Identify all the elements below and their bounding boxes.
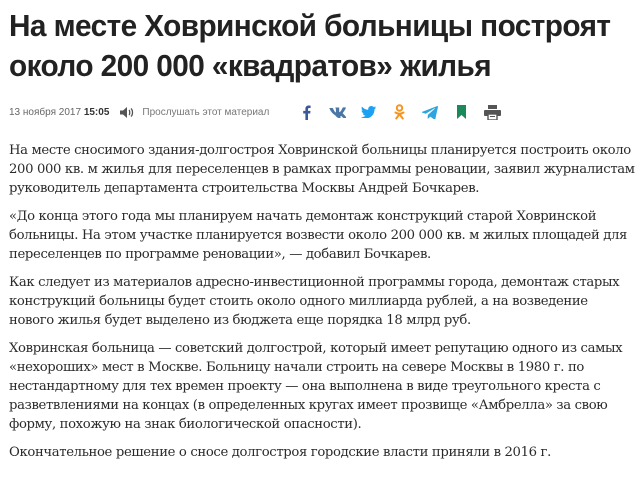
publish-time: 15:05 [83,106,110,118]
article-title: На месте Ховринской больницы построят около 200 000 «квадратов» жилья [9,8,611,83]
bookmark-icon [456,105,467,119]
article-paragraph: На месте сносимого здания-долгостроя Ховринской больницы планируется построить около 200 000 кв. м жилья для переселенцев в рамках программы реновации, заявил журналистам руководитель департамента строительства Москвы Андрей Бочкарев. [9,143,635,196]
publish-date [9,107,109,118]
share-telegram-button[interactable] [420,102,440,122]
share-facebook-button[interactable] [296,102,316,122]
listen-label: Прослушать этот материал [142,106,270,118]
telegram-icon [422,106,438,119]
share-vk-button[interactable] [327,102,347,122]
bookmark-button[interactable] [451,102,471,122]
share-odnoklassniki-button[interactable] [389,102,409,122]
article-body [9,141,635,471]
facebook-icon [302,105,311,120]
article-paragraph: «До конца этого года мы планируем начать демонтаж конструкций старой Ховринской больницы. На этом участке планируется возвести около 200 000 кв. м жилых площадей для переселенцев по программе реновации», — добавил Бочкарев. [9,209,627,262]
share-bar [296,102,513,122]
listen-button[interactable] [119,106,269,119]
share-twitter-button[interactable] [358,102,378,122]
vk-icon [329,107,346,118]
print-icon [484,105,501,120]
article-paragraph: Окончательное решение о сносе долгостроя городские власти приняли в 2016 г. [9,445,551,460]
print-button[interactable] [482,102,502,122]
odnoklassniki-icon [394,104,405,120]
speaker-icon [119,106,136,119]
article-paragraph: Ховринская больница — советский долгострой, который имеет репутацию одного из самых «нехороших» мест в Москве. Больницу начали строить на севере Москвы в 1980 г. по нестандартному для тех времен проекту — она выполнена в виде треугольного креста с разветвлениями на концах (в определенных кругах имеет прозвище «Амбрелла» за свою форму, похожую на знак биологической опасности). [9,341,623,432]
publish-date-value: 13 ноября 2017 [9,106,82,118]
article-paragraph: Как следует из материалов адресно-инвестиционной программы города, демонтаж старых конструкций больницы будет стоить около одного миллиарда рублей, а на возведение нового жилья будет выделено из бюджета еще порядка 18 млрд руб. [9,275,620,328]
article-container [9,0,635,460]
twitter-icon [361,106,376,118]
